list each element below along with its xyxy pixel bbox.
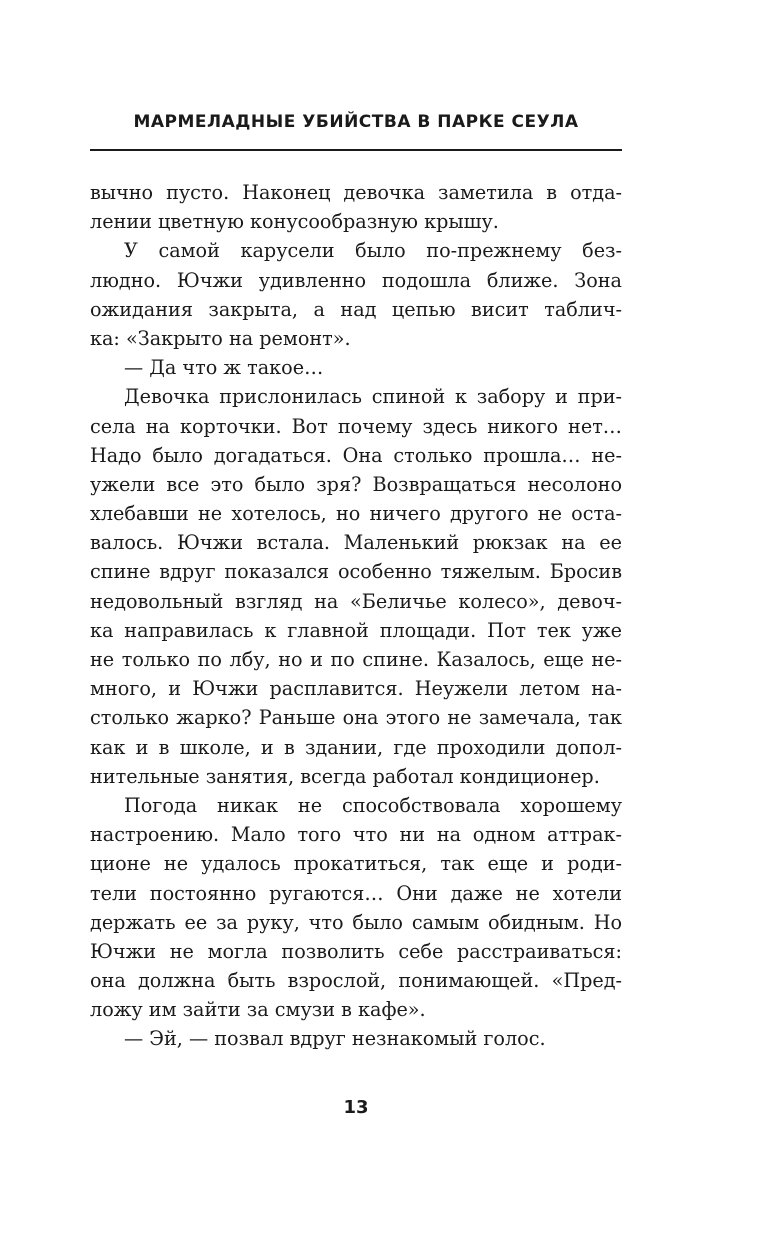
text-line: валось. Ючжи встала. Маленький рюкзак на ее: [90, 531, 622, 555]
text-line: вычно пусто. Наконец девочка заметила в отда-: [90, 181, 622, 204]
text-line: лении цветную конусообразную крышу.: [90, 210, 499, 234]
text-line: спине вдруг показался особенно тяжелым. Бросив: [90, 560, 622, 584]
text-line: настроению. Мало того что ни на одном аттрак-: [90, 823, 622, 847]
text-line: тели постоянно ругаются… Они даже не хотели: [90, 881, 622, 905]
text-line: недовольный взгляд на «Беличье колесо», девоч-: [90, 589, 622, 613]
text-line: не только по лбу, но и по спине. Казалось, еще не-: [90, 648, 622, 671]
text-line: — Да что ж такое…: [124, 356, 324, 380]
text-line: Девочка прислонилась спиной к забору и при-: [124, 385, 622, 409]
text-line: нительные занятия, всегда работал кондиционер.: [90, 764, 600, 788]
text-line: как и в школе, и в здании, где проходили допол-: [90, 735, 622, 759]
text-line: ужели все это было зря? Возвращаться несолоно: [90, 472, 622, 496]
text-line: ожидания закрыта, а над цепью висит таблич-: [90, 297, 622, 321]
text-line: ка направилась к главной площади. Пот тек уже: [90, 618, 622, 642]
text-line: Надо было догадаться. Она столько прошла… не-: [90, 443, 622, 467]
text-line: — Эй, — позвал вдруг незнакомый голос.: [124, 1027, 546, 1051]
text-line: ложу им зайти за смузи в кафе».: [90, 998, 426, 1022]
text-line: села на корточки. Вот почему здесь никого нет…: [90, 414, 622, 438]
text-line: людно. Ючжи удивленно подошла ближе. Зона: [90, 268, 622, 292]
text-line: Погода никак не способствовала хорошему: [124, 793, 622, 817]
body-text: [90, 178, 622, 1054]
text-line: У самой карусели было по-прежнему без-: [124, 239, 622, 263]
text-line: столько жарко? Раньше она этого не замечала, так: [90, 706, 622, 730]
text-line: хлебавши не хотелось, но ничего другого не оста-: [90, 502, 622, 526]
running-title: МАРМЕЛАДНЫЕ УБИЙСТВА В ПАРКЕ СЕУЛА: [133, 112, 579, 132]
header-rule: [90, 149, 622, 151]
text-line: много, и Ючжи расплавится. Неужели летом на-: [90, 677, 622, 701]
text-line: ка: «Закрыто на ремонт».: [90, 326, 351, 350]
page-number: 13: [343, 1097, 369, 1118]
text-line: она должна быть взрослой, понимающей. «Пред-: [90, 969, 622, 993]
text-line: Ючжи не могла позволить себе расстраиваться:: [90, 939, 622, 963]
text-line: ционе не удалось прокатиться, так еще и роди-: [90, 852, 622, 876]
text-line: держать ее за руку, что было самым обидным. Но: [90, 910, 622, 934]
